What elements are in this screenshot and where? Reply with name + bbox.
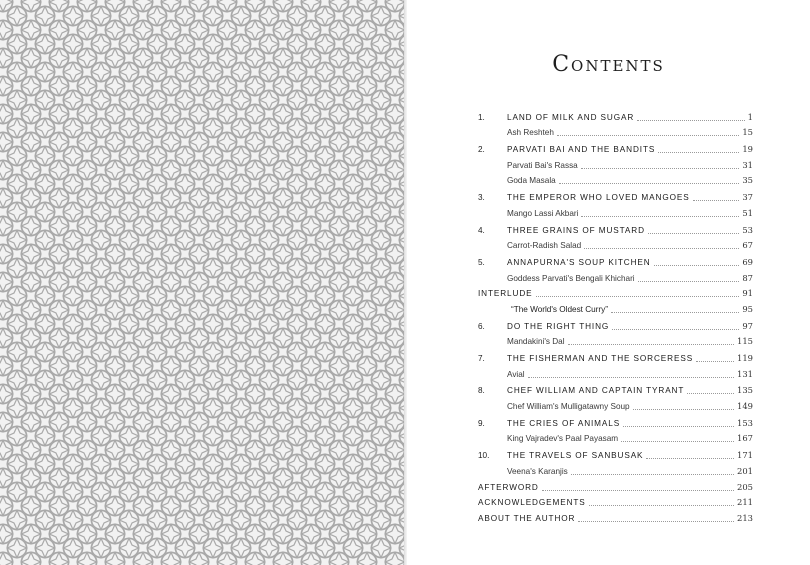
toc-page-number: 31 xyxy=(742,159,753,170)
toc-chapter-row[interactable] xyxy=(478,315,753,332)
toc-page-number: 115 xyxy=(737,336,753,347)
dot-leader xyxy=(611,311,739,313)
toc-chapter-row[interactable] xyxy=(478,412,753,429)
dot-leader xyxy=(536,295,740,297)
dot-leader xyxy=(648,232,739,234)
toc-entry-title: Chef William's Mulligatawny Soup xyxy=(507,402,630,412)
toc-chapter-row[interactable] xyxy=(478,186,753,203)
toc-chapter-number: 9. xyxy=(478,418,485,428)
toc-chapter-number: 3. xyxy=(478,193,485,203)
toc-chapter-row[interactable] xyxy=(478,380,753,397)
toc-entry-title: Mango Lassi Akbari xyxy=(507,208,579,218)
toc-entry-title: King Vajradev's Paal Payasam xyxy=(507,434,619,444)
toc-entry-title: ANNAPURNA'S SOUP KITCHEN xyxy=(507,257,651,267)
dot-leader xyxy=(557,134,739,136)
toc-chapter-row[interactable] xyxy=(478,219,753,236)
dot-leader xyxy=(623,425,734,427)
dot-leader xyxy=(696,360,734,362)
toc-page-number: 149 xyxy=(737,401,753,412)
toc-recipe-row[interactable] xyxy=(478,236,753,252)
toc-entry-title: Goda Masala xyxy=(507,176,556,186)
dot-leader xyxy=(633,408,734,410)
toc-chapter-row[interactable] xyxy=(478,138,753,155)
toc-entry-title: ABOUT THE AUTHOR xyxy=(478,513,576,523)
toc-page-number: 67 xyxy=(742,240,753,251)
toc-page-number: 131 xyxy=(737,368,753,379)
toc-page-number: 213 xyxy=(737,512,753,523)
toc-entry-title: PARVATI BAI AND THE BANDITS xyxy=(507,145,656,155)
dot-leader xyxy=(687,392,734,394)
dot-leader xyxy=(638,280,740,282)
toc-chapter-row[interactable] xyxy=(478,347,753,364)
toc-entry-title: LAND OF MILK AND SUGAR xyxy=(507,112,635,122)
toc-entry-title: THE CRIES OF ANIMALS xyxy=(507,418,621,428)
toc-recipe-row[interactable] xyxy=(478,268,753,284)
toc-page-number: 205 xyxy=(737,481,753,492)
toc-chapter-number: 8. xyxy=(478,386,485,396)
toc-recipe-row[interactable] xyxy=(478,461,753,477)
dot-leader xyxy=(637,119,744,121)
toc-chapter-row[interactable] xyxy=(478,251,753,268)
toc-recipe-row[interactable] xyxy=(478,332,753,348)
toc-recipe-row[interactable] xyxy=(478,203,753,219)
toc-page-number: 37 xyxy=(742,192,753,203)
toc-section-row[interactable] xyxy=(478,284,753,300)
toc-chapter-number: 7. xyxy=(478,354,485,363)
toc-recipe-row[interactable] xyxy=(478,171,753,187)
toc-entry-title: CHEF WILLIAM AND CAPTAIN TYRANT xyxy=(507,386,685,396)
dot-leader xyxy=(693,199,740,201)
toc-entry-title: Avial xyxy=(507,369,525,379)
toc-chapter-number: 2. xyxy=(478,145,485,155)
toc-recipe-row[interactable] xyxy=(478,396,753,412)
dot-leader xyxy=(584,247,739,249)
toc-entry-title: Veena's Karanjis xyxy=(507,466,568,476)
page-title: Contents xyxy=(552,52,665,77)
toc-entry-title: THE FISHERMAN AND THE SORCERESS xyxy=(507,354,694,363)
toc-page-number: 69 xyxy=(742,256,753,267)
dot-leader xyxy=(658,151,739,153)
toc-chapter-number: 1. xyxy=(478,112,485,122)
dot-leader xyxy=(581,215,739,217)
dot-leader xyxy=(621,440,734,442)
toc-page-number: 87 xyxy=(742,272,753,283)
toc-entry-title: ACKNOWLEDGEMENTS xyxy=(478,498,586,508)
toc-entry-title: THREE GRAINS OF MUSTARD xyxy=(507,225,645,235)
contents-page xyxy=(407,0,810,565)
toc-page-number: 171 xyxy=(737,450,753,461)
toc-chapter-number: 5. xyxy=(478,257,485,267)
toc-section-row[interactable] xyxy=(478,493,753,509)
toc-section-row[interactable] xyxy=(478,508,753,524)
toc-recipe-row[interactable] xyxy=(478,429,753,445)
toc-page-number: 35 xyxy=(742,175,753,186)
toc-page-number: 19 xyxy=(742,144,753,155)
toc-page-number: 51 xyxy=(742,207,753,218)
toc-page-number: 201 xyxy=(737,465,753,476)
toc-page-number: 211 xyxy=(737,497,753,508)
toc-entry-title: THE TRAVELS OF SANBUSAK xyxy=(507,451,644,461)
dot-leader xyxy=(589,504,734,506)
toc-page-number: 167 xyxy=(737,433,753,444)
toc-page-number: 119 xyxy=(737,353,753,363)
toc-entry-title: “The World's Oldest Curry” xyxy=(511,304,608,314)
dot-leader xyxy=(568,343,734,345)
dot-leader xyxy=(542,489,734,491)
dot-leader xyxy=(581,167,740,169)
toc-section-row[interactable] xyxy=(478,477,753,493)
toc-chapter-row[interactable] xyxy=(478,444,753,461)
dot-leader xyxy=(646,457,734,459)
toc-entry-title: THE EMPEROR WHO LOVED MANGOES xyxy=(507,193,690,203)
toc-entry-title: Goddess Parvati's Bengali Khichari xyxy=(507,273,635,283)
toc-page-number: 1 xyxy=(747,111,753,122)
dot-leader xyxy=(528,376,734,378)
toc-recipe-row[interactable] xyxy=(478,123,753,139)
dot-leader xyxy=(559,182,740,184)
toc-entry-title: Ash Reshteh xyxy=(507,128,554,138)
dot-leader xyxy=(571,473,734,475)
toc-page-number: 153 xyxy=(737,417,753,428)
dot-leader xyxy=(612,328,739,330)
toc-recipe-row[interactable] xyxy=(478,155,753,171)
toc-entry-title: Mandakini's Dal xyxy=(507,337,565,347)
table-of-contents xyxy=(478,106,753,524)
toc-entry-title: INTERLUDE xyxy=(478,289,533,299)
toc-page-number: 135 xyxy=(737,385,753,396)
toc-entry-title: AFTERWORD xyxy=(478,482,539,492)
toc-page-number: 15 xyxy=(742,127,753,138)
toc-page-number: 97 xyxy=(742,320,753,331)
toc-chapter-row[interactable] xyxy=(478,106,753,123)
toc-entry-title: DO THE RIGHT THING xyxy=(507,321,610,331)
toc-entry-title: Carrot-Radish Salad xyxy=(507,241,582,251)
dot-leader xyxy=(578,520,734,522)
toc-chapter-number: 4. xyxy=(478,225,485,235)
toc-recipe-row[interactable] xyxy=(478,299,753,315)
toc-recipe-row[interactable] xyxy=(478,364,753,380)
toc-entry-title: Parvati Bai's Rassa xyxy=(507,160,578,170)
toc-page-number: 53 xyxy=(742,224,753,235)
toc-page-number: 91 xyxy=(742,288,753,299)
toc-chapter-number: 6. xyxy=(478,321,485,331)
toc-chapter-number: 10. xyxy=(478,451,490,461)
dot-leader xyxy=(654,264,740,266)
toc-page-number: 95 xyxy=(742,303,753,314)
